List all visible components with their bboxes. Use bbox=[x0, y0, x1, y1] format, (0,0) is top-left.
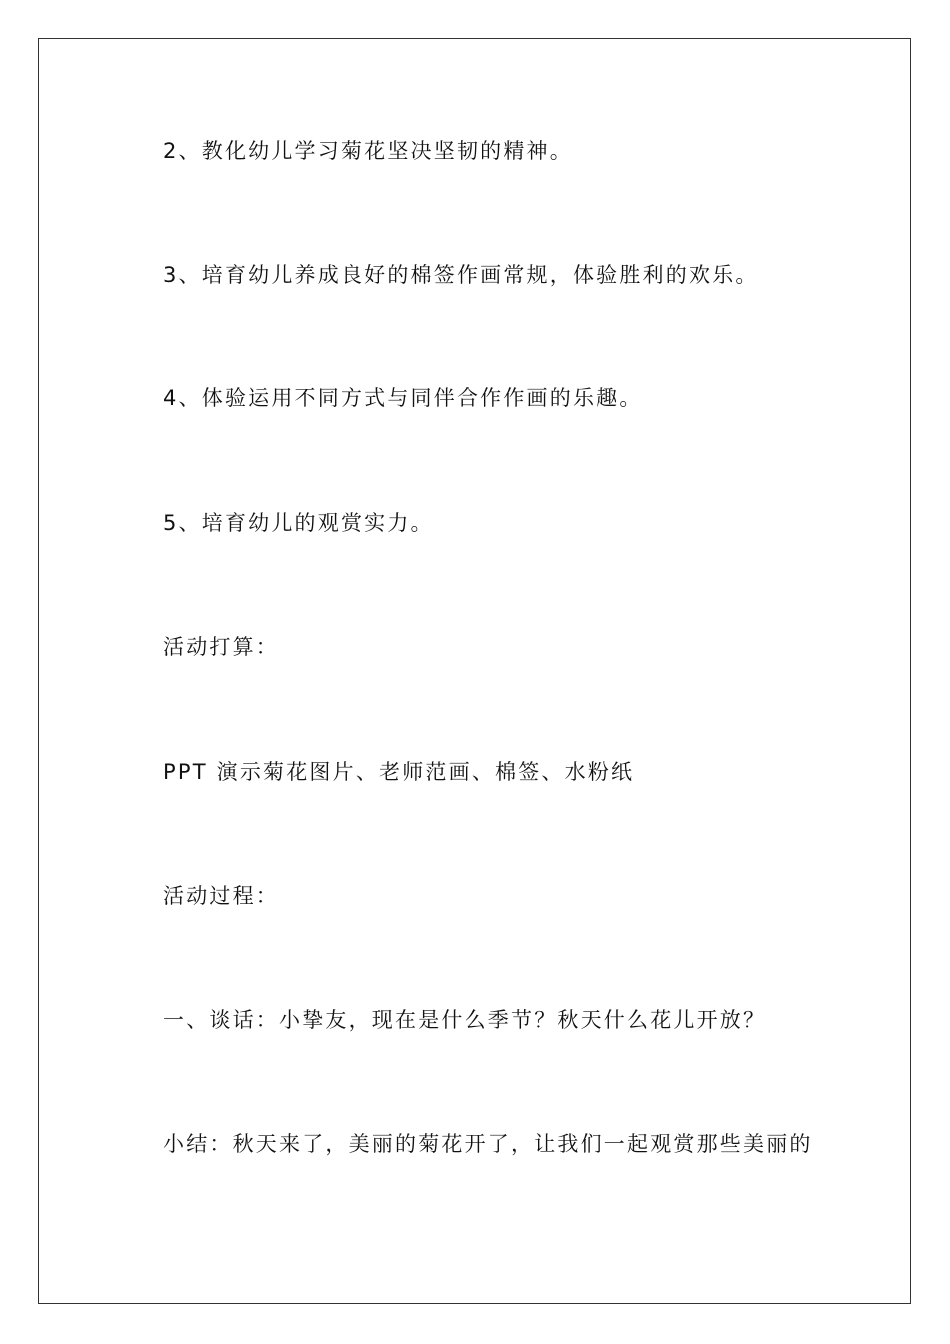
section-heading-preparation: 活动打算： bbox=[163, 635, 279, 659]
preparation-materials: PPT 演示菊花图片、老师范画、棉签、水粉纸 bbox=[163, 760, 635, 784]
process-summary: 小结：秋天来了，美丽的菊花开了，让我们一起观赏那些美丽的 bbox=[163, 1132, 813, 1156]
goal-item-5: 5、培育幼儿的观赏实力。 bbox=[163, 511, 434, 535]
goal-item-4: 4、体验运用不同方式与同伴合作作画的乐趣。 bbox=[163, 386, 643, 410]
page-border bbox=[38, 38, 911, 1304]
goal-item-3: 3、培育幼儿养成良好的棉签作画常规，体验胜利的欢乐。 bbox=[163, 263, 759, 287]
section-heading-process: 活动过程： bbox=[163, 884, 279, 908]
goal-item-2: 2、教化幼儿学习菊花坚决坚韧的精神。 bbox=[163, 139, 573, 163]
process-step-1: 一、谈话：小挚友，现在是什么季节？秋天什么花儿开放？ bbox=[163, 1008, 767, 1032]
